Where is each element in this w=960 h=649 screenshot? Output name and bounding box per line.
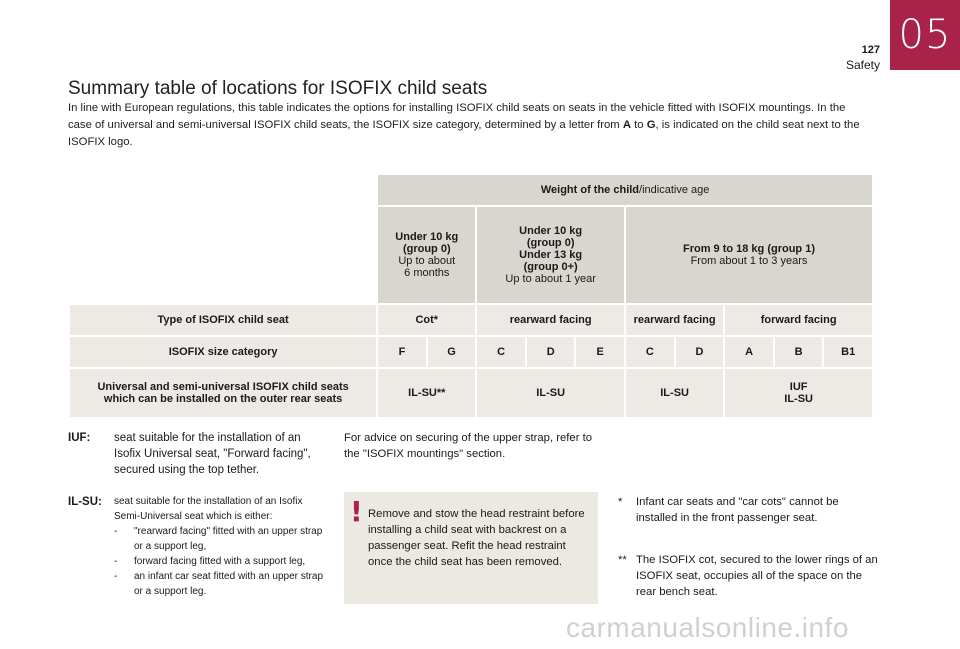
watermark: carmanualsonline.info bbox=[566, 612, 849, 643]
size-cell: A bbox=[725, 337, 773, 367]
size-cell: F bbox=[378, 337, 426, 367]
list-item: - "rearward facing" fitted with an upper strap or a support leg, bbox=[114, 526, 323, 552]
chapter-number: 05 bbox=[898, 12, 952, 58]
page-number: 127 bbox=[861, 44, 880, 56]
size-cell: B1 bbox=[824, 337, 872, 367]
universal-cell: IL-SU** bbox=[378, 369, 475, 417]
size-cell: B bbox=[775, 337, 823, 367]
size-cell: E bbox=[576, 337, 624, 367]
chapter-tab bbox=[890, 0, 960, 70]
universal-cell: IL-SU bbox=[626, 369, 723, 417]
definition-iuf: IUF: seat suitable for the installation of an Isofix Universal seat, "Forward facing", secured using the top tether. bbox=[68, 432, 311, 476]
size-cell: C bbox=[626, 337, 674, 367]
type-rearward-2: rearward facing bbox=[626, 305, 723, 335]
isofix-table bbox=[68, 173, 874, 419]
footnote: ** The ISOFIX cot, secured to the lower rings of an ISOFIX seat, occupies all of the space on the rear bench seat. bbox=[618, 554, 878, 598]
definitions bbox=[68, 430, 328, 615]
footnote: * Infant car seats and "car cots" cannot be installed in the front passenger seat. bbox=[618, 496, 839, 524]
page-title: Summary table of locations for ISOFIX child seats bbox=[68, 78, 488, 99]
size-cell: C bbox=[477, 337, 525, 367]
type-cot: Cot* bbox=[378, 305, 475, 335]
universal-cell: IUF IL-SU bbox=[725, 369, 872, 417]
definition-ilsu: IL-SU: seat suitable for the installation of an Isofix Semi-Universal seat which is either: - "rearward facing" fitted with an upper strap or a support leg, - forward facing fitted with a support leg, - an infant car seat fitted with an upper strap or a support leg. bbox=[68, 494, 328, 599]
type-row-label: Type of ISOFIX child seat bbox=[70, 305, 376, 335]
warning-text: Remove and stow the head restraint before installing a child seat with backrest on a passenger seat. Refit the head restraint once the child seat has been removed. bbox=[368, 508, 585, 568]
group-under-10kg: Under 10 kg (group 0) Up to about 6 months bbox=[378, 207, 475, 303]
warning-box bbox=[344, 492, 598, 604]
universal-row-label: Universal and semi-universal ISOFIX child seats which can be installed on the outer rear seats bbox=[70, 369, 376, 417]
weight-header: Weight of the child/indicative age bbox=[378, 175, 872, 205]
size-cell: G bbox=[428, 337, 476, 367]
universal-cell: IL-SU bbox=[477, 369, 624, 417]
size-row-label: ISOFIX size category bbox=[70, 337, 376, 367]
list-item: - forward facing fitted with a support leg, bbox=[114, 556, 306, 567]
group-under-13kg: Under 10 kg (group 0) Under 13 kg (group 0+) Up to about 1 year bbox=[477, 207, 624, 303]
type-forward: forward facing bbox=[725, 305, 872, 335]
size-cell: D bbox=[676, 337, 724, 367]
list-item: - an infant car seat fitted with an upper strap or a support leg. bbox=[114, 571, 323, 597]
size-cell: D bbox=[527, 337, 575, 367]
intro-paragraph: In line with European regulations, this table indicates the options for installing ISOFIX child seats on seats in the vehicle fitted with ISOFIX mountings. In the case of universal and semi-universal ISOFIX child seats, the ISOFIX size category, determined by a letter from A to G, is indicated on the child seat next to the ISOFIX logo. bbox=[68, 102, 860, 148]
advice-text: For advice on securing of the upper strap, refer to the "ISOFIX mountings" section. bbox=[344, 432, 593, 460]
warning-icon: ! bbox=[350, 495, 363, 528]
group-9-18kg: From 9 to 18 kg (group 1) From about 1 to 3 years bbox=[626, 207, 872, 303]
type-rearward-1: rearward facing bbox=[477, 305, 624, 335]
section-name: Safety bbox=[845, 58, 880, 72]
footnotes bbox=[618, 494, 878, 626]
